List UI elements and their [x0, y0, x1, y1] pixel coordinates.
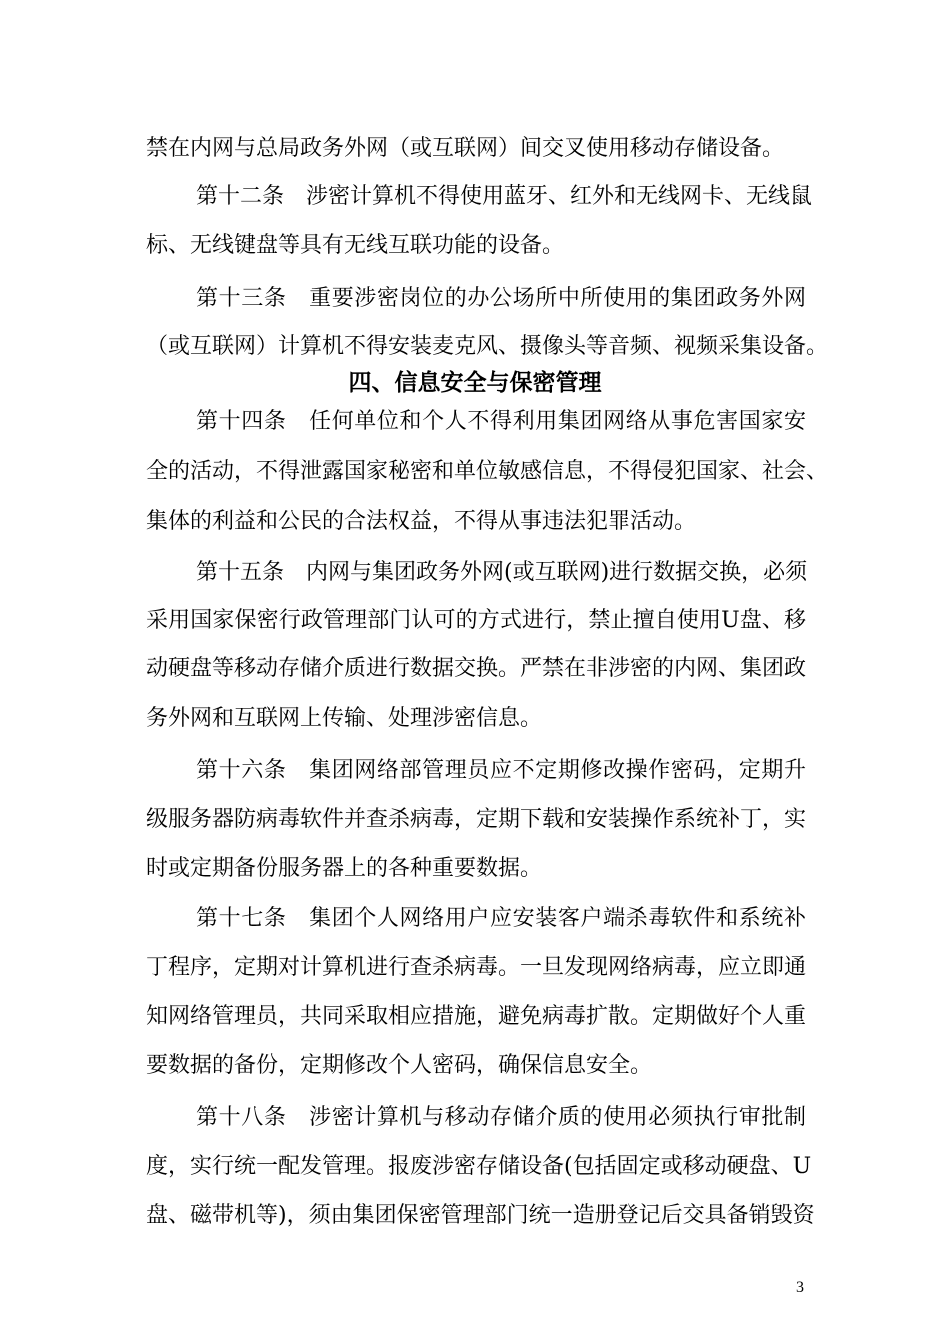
article-15-line: 第十五条 内网与集团政务外网(或互联网)进行数据交换，必须	[196, 560, 808, 585]
article-17-line: 第十七条 集团个人网络用户应安装客户端杀毒软件和系统补	[196, 906, 806, 931]
article-18-line: 第十八条 涉密计算机与移动存储介质的使用必须执行审批制	[196, 1105, 806, 1130]
section-heading: 四、信息安全与保密管理	[348, 370, 602, 396]
text-line: 务外网和互联网上传输、处理涉密信息。	[146, 706, 543, 731]
text-line: 全的活动，不得泄露国家秘密和单位敏感信息，不得侵犯国家、社会、	[146, 459, 829, 484]
article-16-line: 第十六条 集团网络部管理员应不定期修改操作密码，定期升	[196, 758, 806, 783]
text-line: 集体的利益和公民的合法权益，不得从事违法犯罪活动。	[146, 509, 697, 534]
page-number: 3	[796, 1279, 804, 1296]
text-line: 采用国家保密行政管理部门认可的方式进行，禁止擅自使用U盘、移	[146, 608, 806, 633]
text-line: 要数据的备份，定期修改个人密码，确保信息安全。	[146, 1053, 653, 1078]
text-line: 禁在内网与总局政务外网（或互联网）间交叉使用移动存储设备。	[146, 136, 785, 161]
text-line: 动硬盘等移动存储介质进行数据交换。严禁在非涉密的内网、集团政	[146, 656, 807, 681]
article-14-line: 第十四条 任何单位和个人不得利用集团网络从事危害国家安	[196, 409, 806, 434]
article-13-line: 第十三条 重要涉密岗位的办公场所中所使用的集团政务外网	[196, 286, 806, 311]
text-line: （或互联网）计算机不得安装麦克风、摄像头等音频、视频采集设备。	[146, 334, 829, 359]
article-12-line: 第十二条 涉密计算机不得使用蓝牙、红外和无线网卡、无线鼠	[196, 184, 813, 209]
text-line: 时或定期备份服务器上的各种重要数据。	[146, 856, 543, 881]
text-line: 丁程序，定期对计算机进行查杀病毒。一旦发现网络病毒，应立即通	[146, 955, 807, 980]
text-line: 度，实行统一配发管理。报废涉密存储设备(包括固定或移动硬盘、U	[146, 1154, 812, 1179]
text-line: 标、无线键盘等具有无线互联功能的设备。	[146, 233, 565, 258]
text-line: 盘、磁带机等)，须由集团保密管理部门统一造册登记后交具备销毁资	[146, 1203, 815, 1228]
text-line: 级服务器防病毒软件并查杀病毒，定期下载和安装操作系统补丁，实	[146, 807, 807, 832]
text-line: 知网络管理员，共同采取相应措施，避免病毒扩散。定期做好个人重	[146, 1004, 807, 1029]
